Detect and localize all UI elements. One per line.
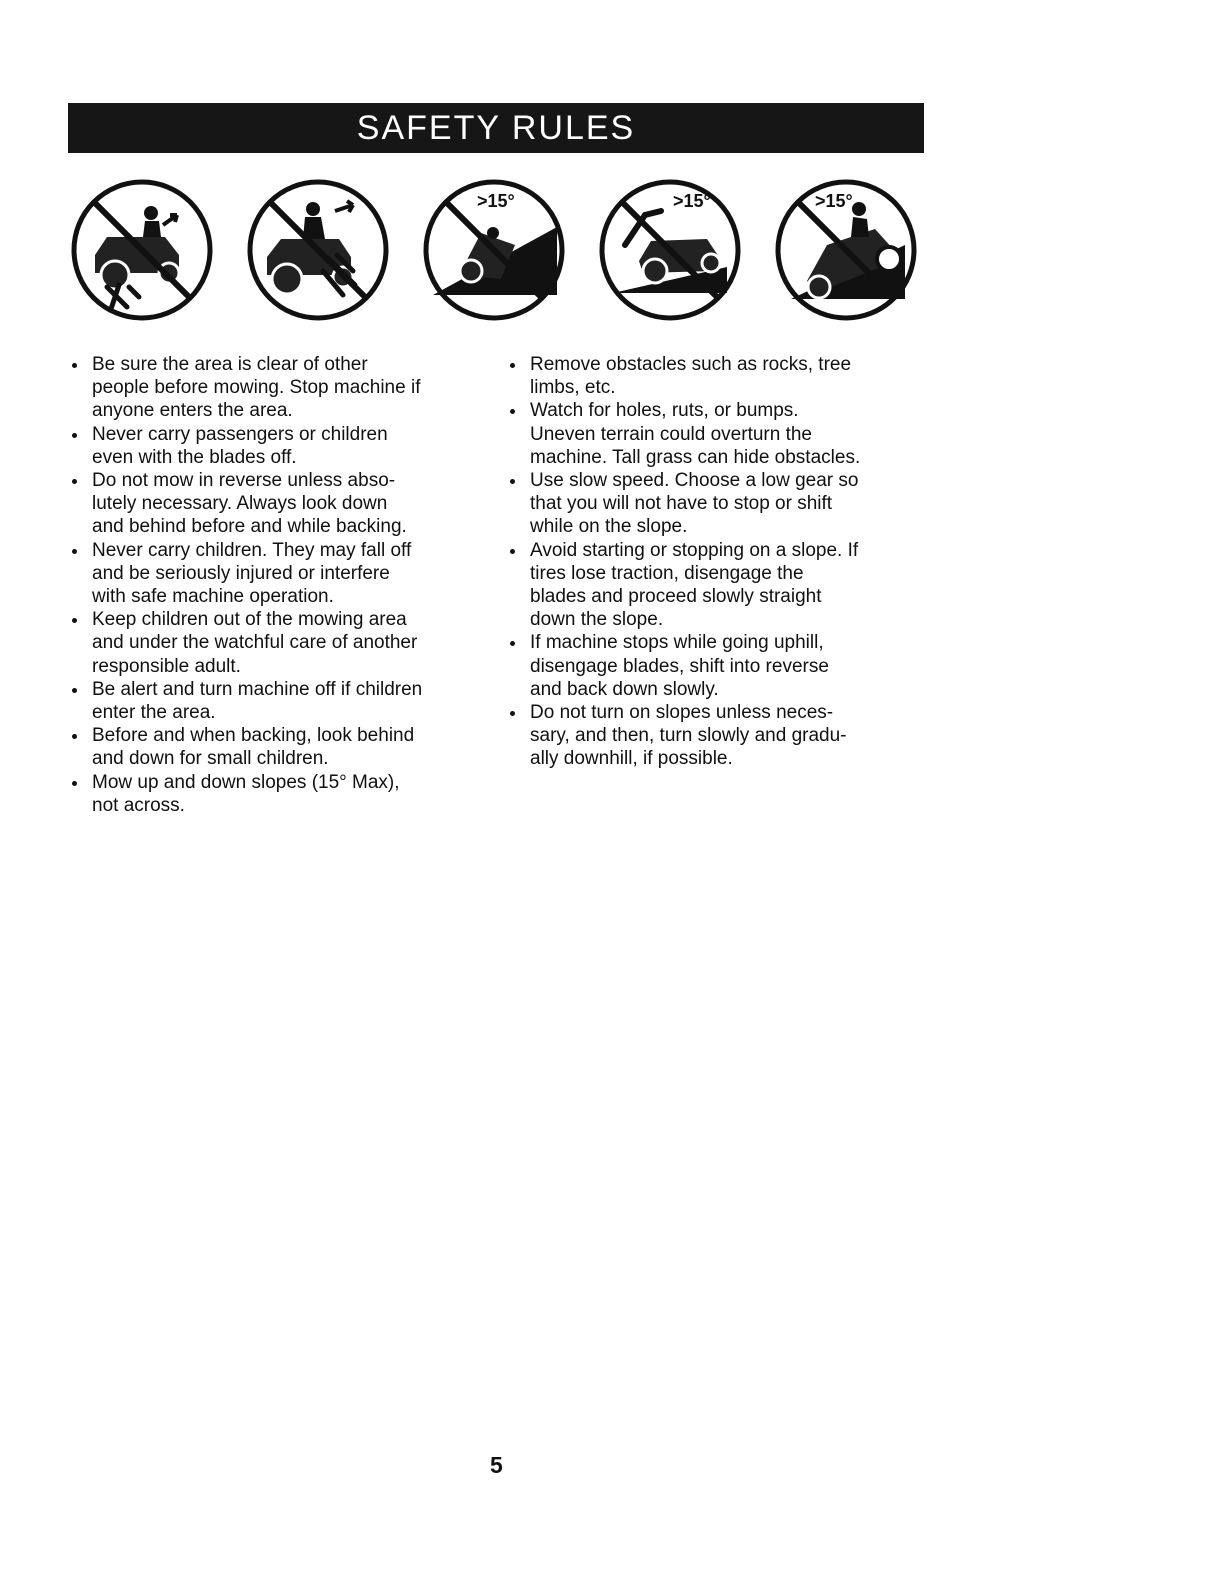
slope-angle-label: >15° bbox=[477, 191, 515, 211]
list-item: Keep children out of the mowing area and under the watchful care of another responsible adult. bbox=[72, 608, 492, 678]
page-title: SAFETY RULES bbox=[68, 103, 924, 153]
left-rules-list bbox=[72, 353, 492, 817]
list-item: Never carry passengers or children even with the blades off. bbox=[72, 423, 492, 469]
slope-tipover-icon bbox=[771, 175, 921, 325]
list-item: Avoid starting or stopping on a slope. If tires lose traction, disengage the blades and proceed slowly straight down the slope. bbox=[510, 539, 930, 632]
page-number: 5 bbox=[490, 1452, 503, 1478]
left-rules-column bbox=[72, 353, 492, 817]
slope-angle-label: >15° bbox=[815, 191, 853, 211]
list-item: Be sure the area is clear of other people before mowing. Stop machine if anyone enters the area. bbox=[72, 353, 492, 423]
list-item: Do not mow in reverse unless abso- lutely necessary. Always look down and behind before and while backing. bbox=[72, 469, 492, 539]
list-item: Mow up and down slopes (15° Max), not across. bbox=[72, 771, 492, 817]
slope-angle-label: >15° bbox=[673, 191, 711, 211]
list-item: Remove obstacles such as rocks, tree limbs, etc. bbox=[510, 353, 930, 399]
list-item: If machine stops while going uphill, disengage blades, shift into reverse and back down slowly. bbox=[510, 631, 930, 701]
no-slope-across-icon bbox=[595, 175, 745, 325]
right-rules-column bbox=[510, 353, 930, 771]
list-item: Use slow speed. Choose a low gear so that you will not have to stop or shift while on the slope. bbox=[510, 469, 930, 539]
safety-icons-row bbox=[65, 175, 925, 335]
list-item: Do not turn on slopes unless neces- sary, and then, turn slowly and gradu- ally downhill, if possible. bbox=[510, 701, 930, 771]
list-item: Be alert and turn machine off if children enter the area. bbox=[72, 678, 492, 724]
no-bystanders-icon bbox=[67, 175, 217, 325]
no-passengers-icon bbox=[243, 175, 393, 325]
list-item: Watch for holes, ruts, or bumps. Uneven terrain could overturn the machine. Tall grass can hide obstacles. bbox=[510, 399, 930, 469]
slope-limit-icon bbox=[419, 175, 569, 325]
list-item: Before and when backing, look behind and down for small children. bbox=[72, 724, 492, 770]
right-rules-list bbox=[510, 353, 930, 771]
list-item: Never carry children. They may fall off and be seriously injured or interfere with safe machine operation. bbox=[72, 539, 492, 609]
